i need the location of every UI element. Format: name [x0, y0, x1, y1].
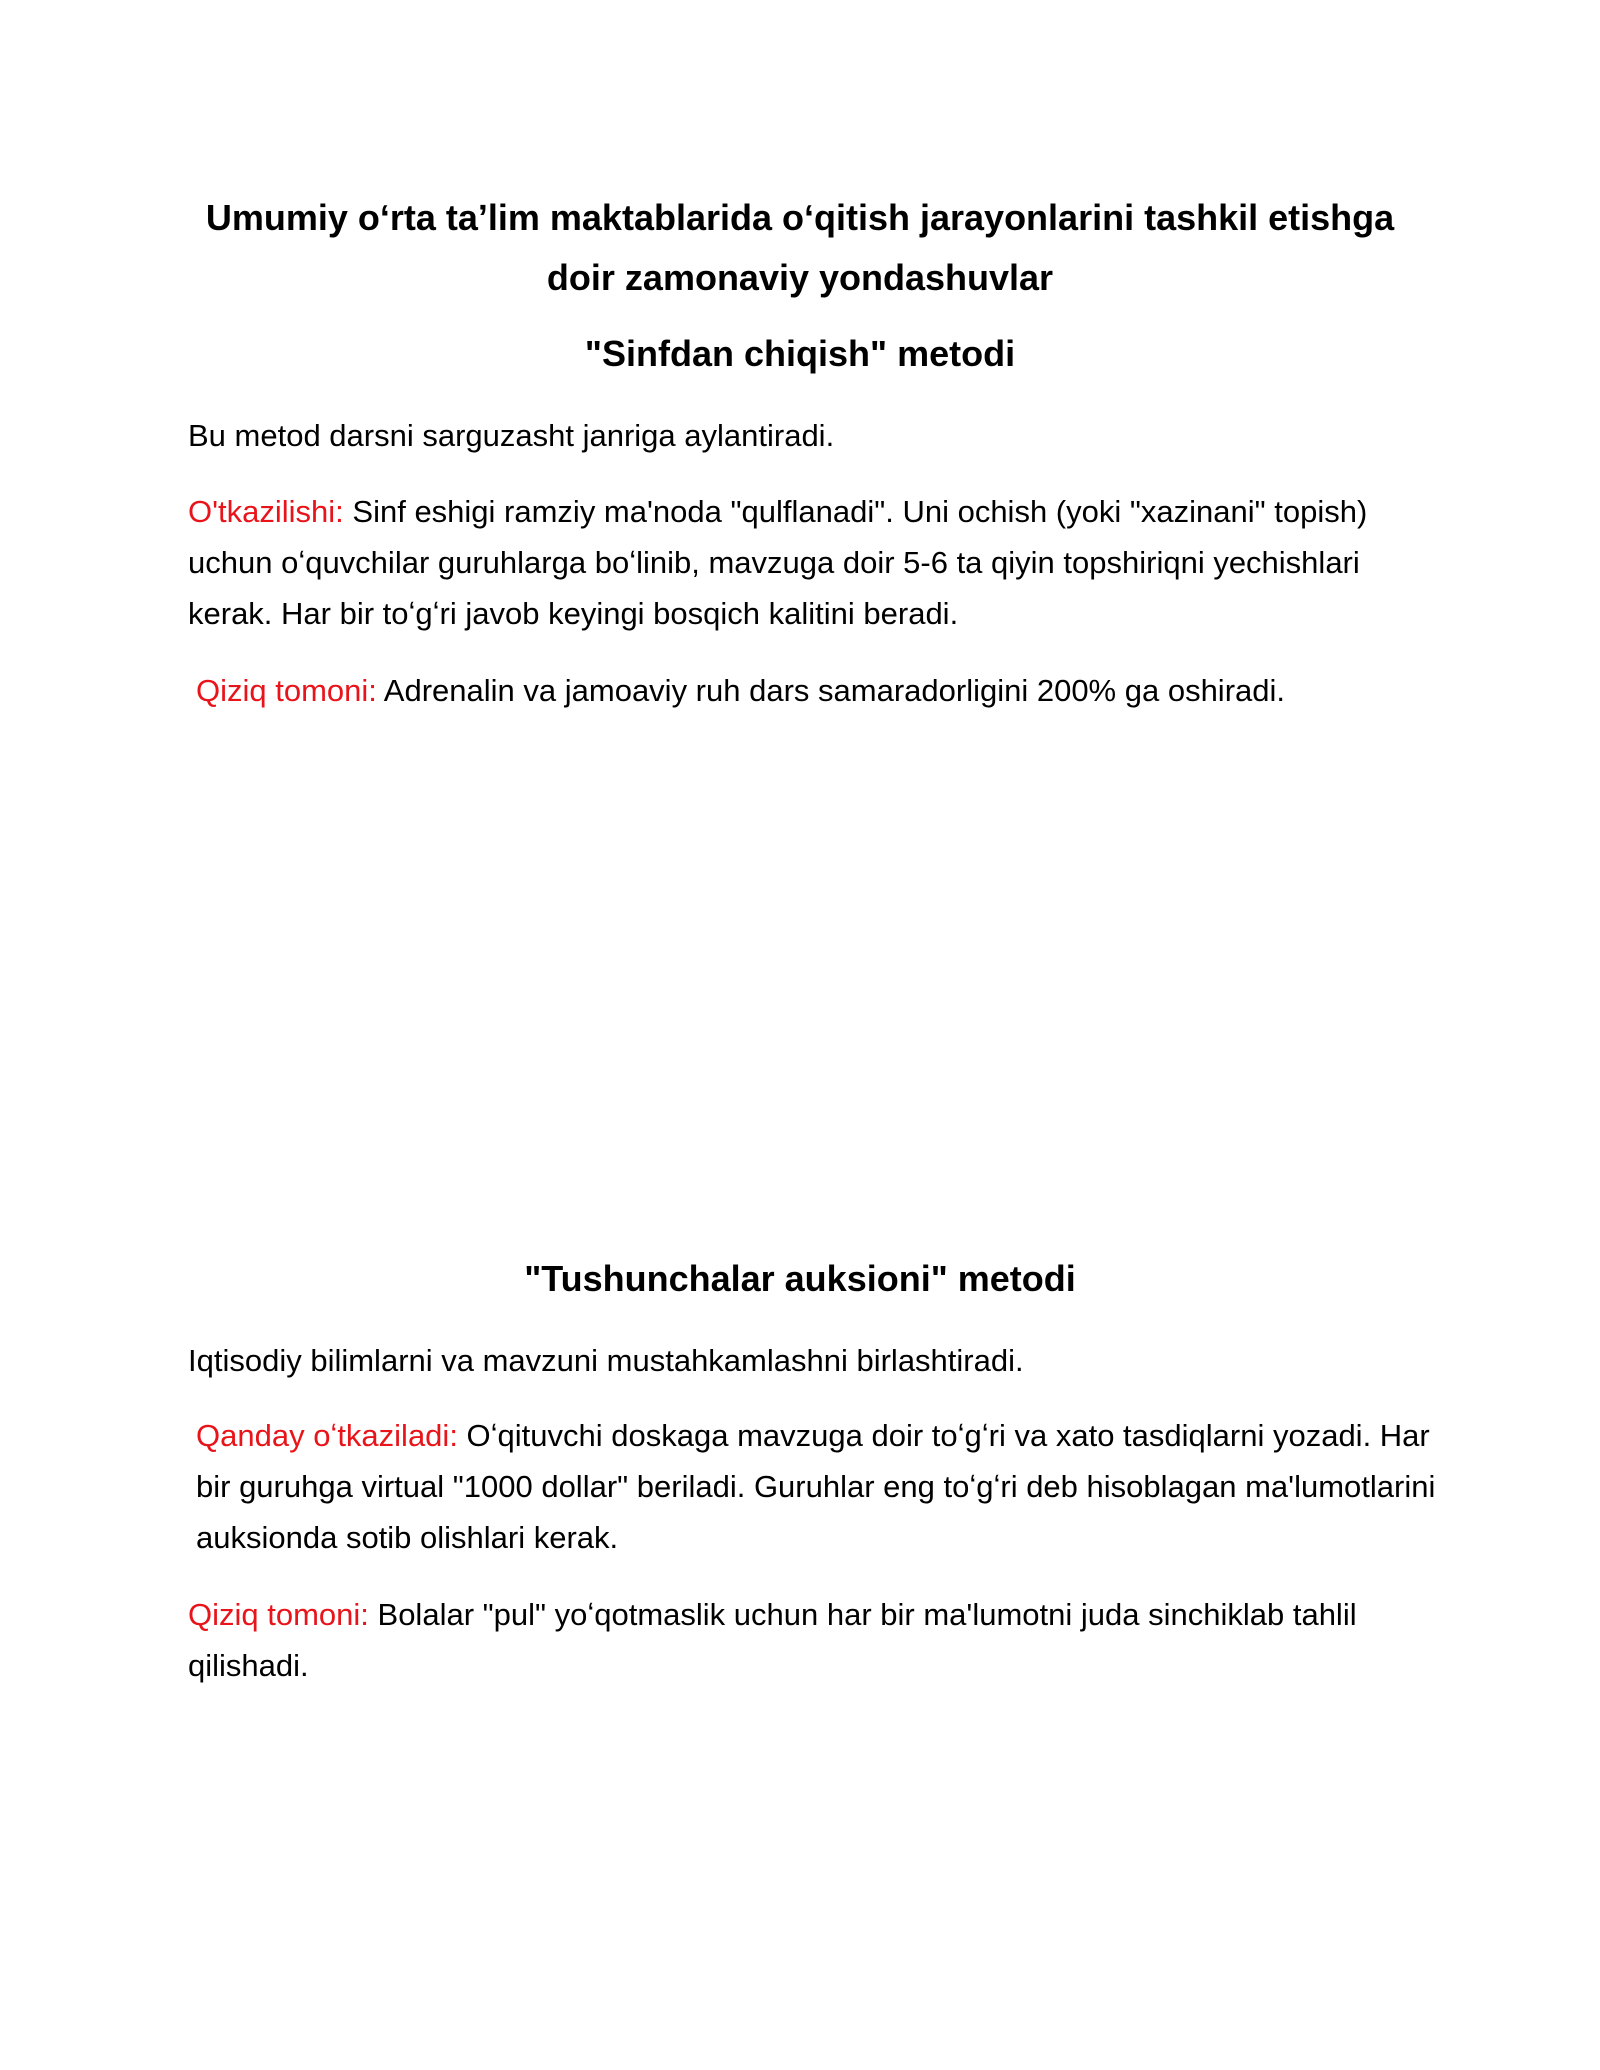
paragraph-text: Bolalar "pul" yoʻqotmaslik uchun har bir ma'lumotni juda sinchiklab tahlil qilishadi. [188, 1597, 1357, 1683]
paragraph-qanday-otkaziladi [196, 1410, 1436, 1563]
paragraph-qiziq-tomoni [188, 1589, 1428, 1691]
section-intro: Bu metod darsni sarguzasht janriga aylantiradi. [188, 418, 835, 453]
paragraph-label: Qanday oʻtkaziladi: [196, 1418, 458, 1453]
paragraph-text: Oʻqituvchi doskaga mavzuga doir toʻgʻri va xato tasdiqlarni yozadi. Har bir guruhga virtual "1000 dollar" beriladi. Guruhlar eng toʻgʻri deb hisoblagan ma'lumotlarini auksionda sotib olishlari kerak. [196, 1418, 1436, 1555]
paragraph-label: O'tkazilishi: [188, 494, 344, 529]
section-intro: Iqtisodiy bilimlarni va mavzuni mustahkamlashni birlashtiradi. [188, 1343, 1024, 1378]
paragraph-text: Adrenalin va jamoaviy ruh dars samaradorligini 200% ga oshiradi. [376, 673, 1286, 708]
paragraph-qiziq-tomoni [196, 665, 1436, 716]
paragraph-otkazilishi [188, 486, 1428, 639]
document-title: Umumiy oʻrta taʼlim maktablarida oʻqitish jarayonlarini tashkil etishga doir zamonaviy yondashuvlar [205, 197, 1395, 298]
paragraph-label: Qiziq tomoni: [196, 673, 377, 708]
section-heading-sinfdan-chiqish: "Sinfdan chiqish" metodi [584, 333, 1016, 374]
section-heading-tushunchalar-auksioni: "Tushunchalar auksioni" metodi [524, 1258, 1076, 1299]
paragraph-text: Sinf eshigi ramziy ma'noda "qulflanadi". Uni ochish (yoki "xazinani" topish) uchun oʻquvchilar guruhlarga boʻlinib, mavzuga doir 5-6 ta qiyin topshiriqni yechishlari kerak. Har bir toʻgʻri javob keyingi bosqich kalitini beradi. [188, 494, 1368, 631]
paragraph-label: Qiziq tomoni: [188, 1597, 369, 1632]
